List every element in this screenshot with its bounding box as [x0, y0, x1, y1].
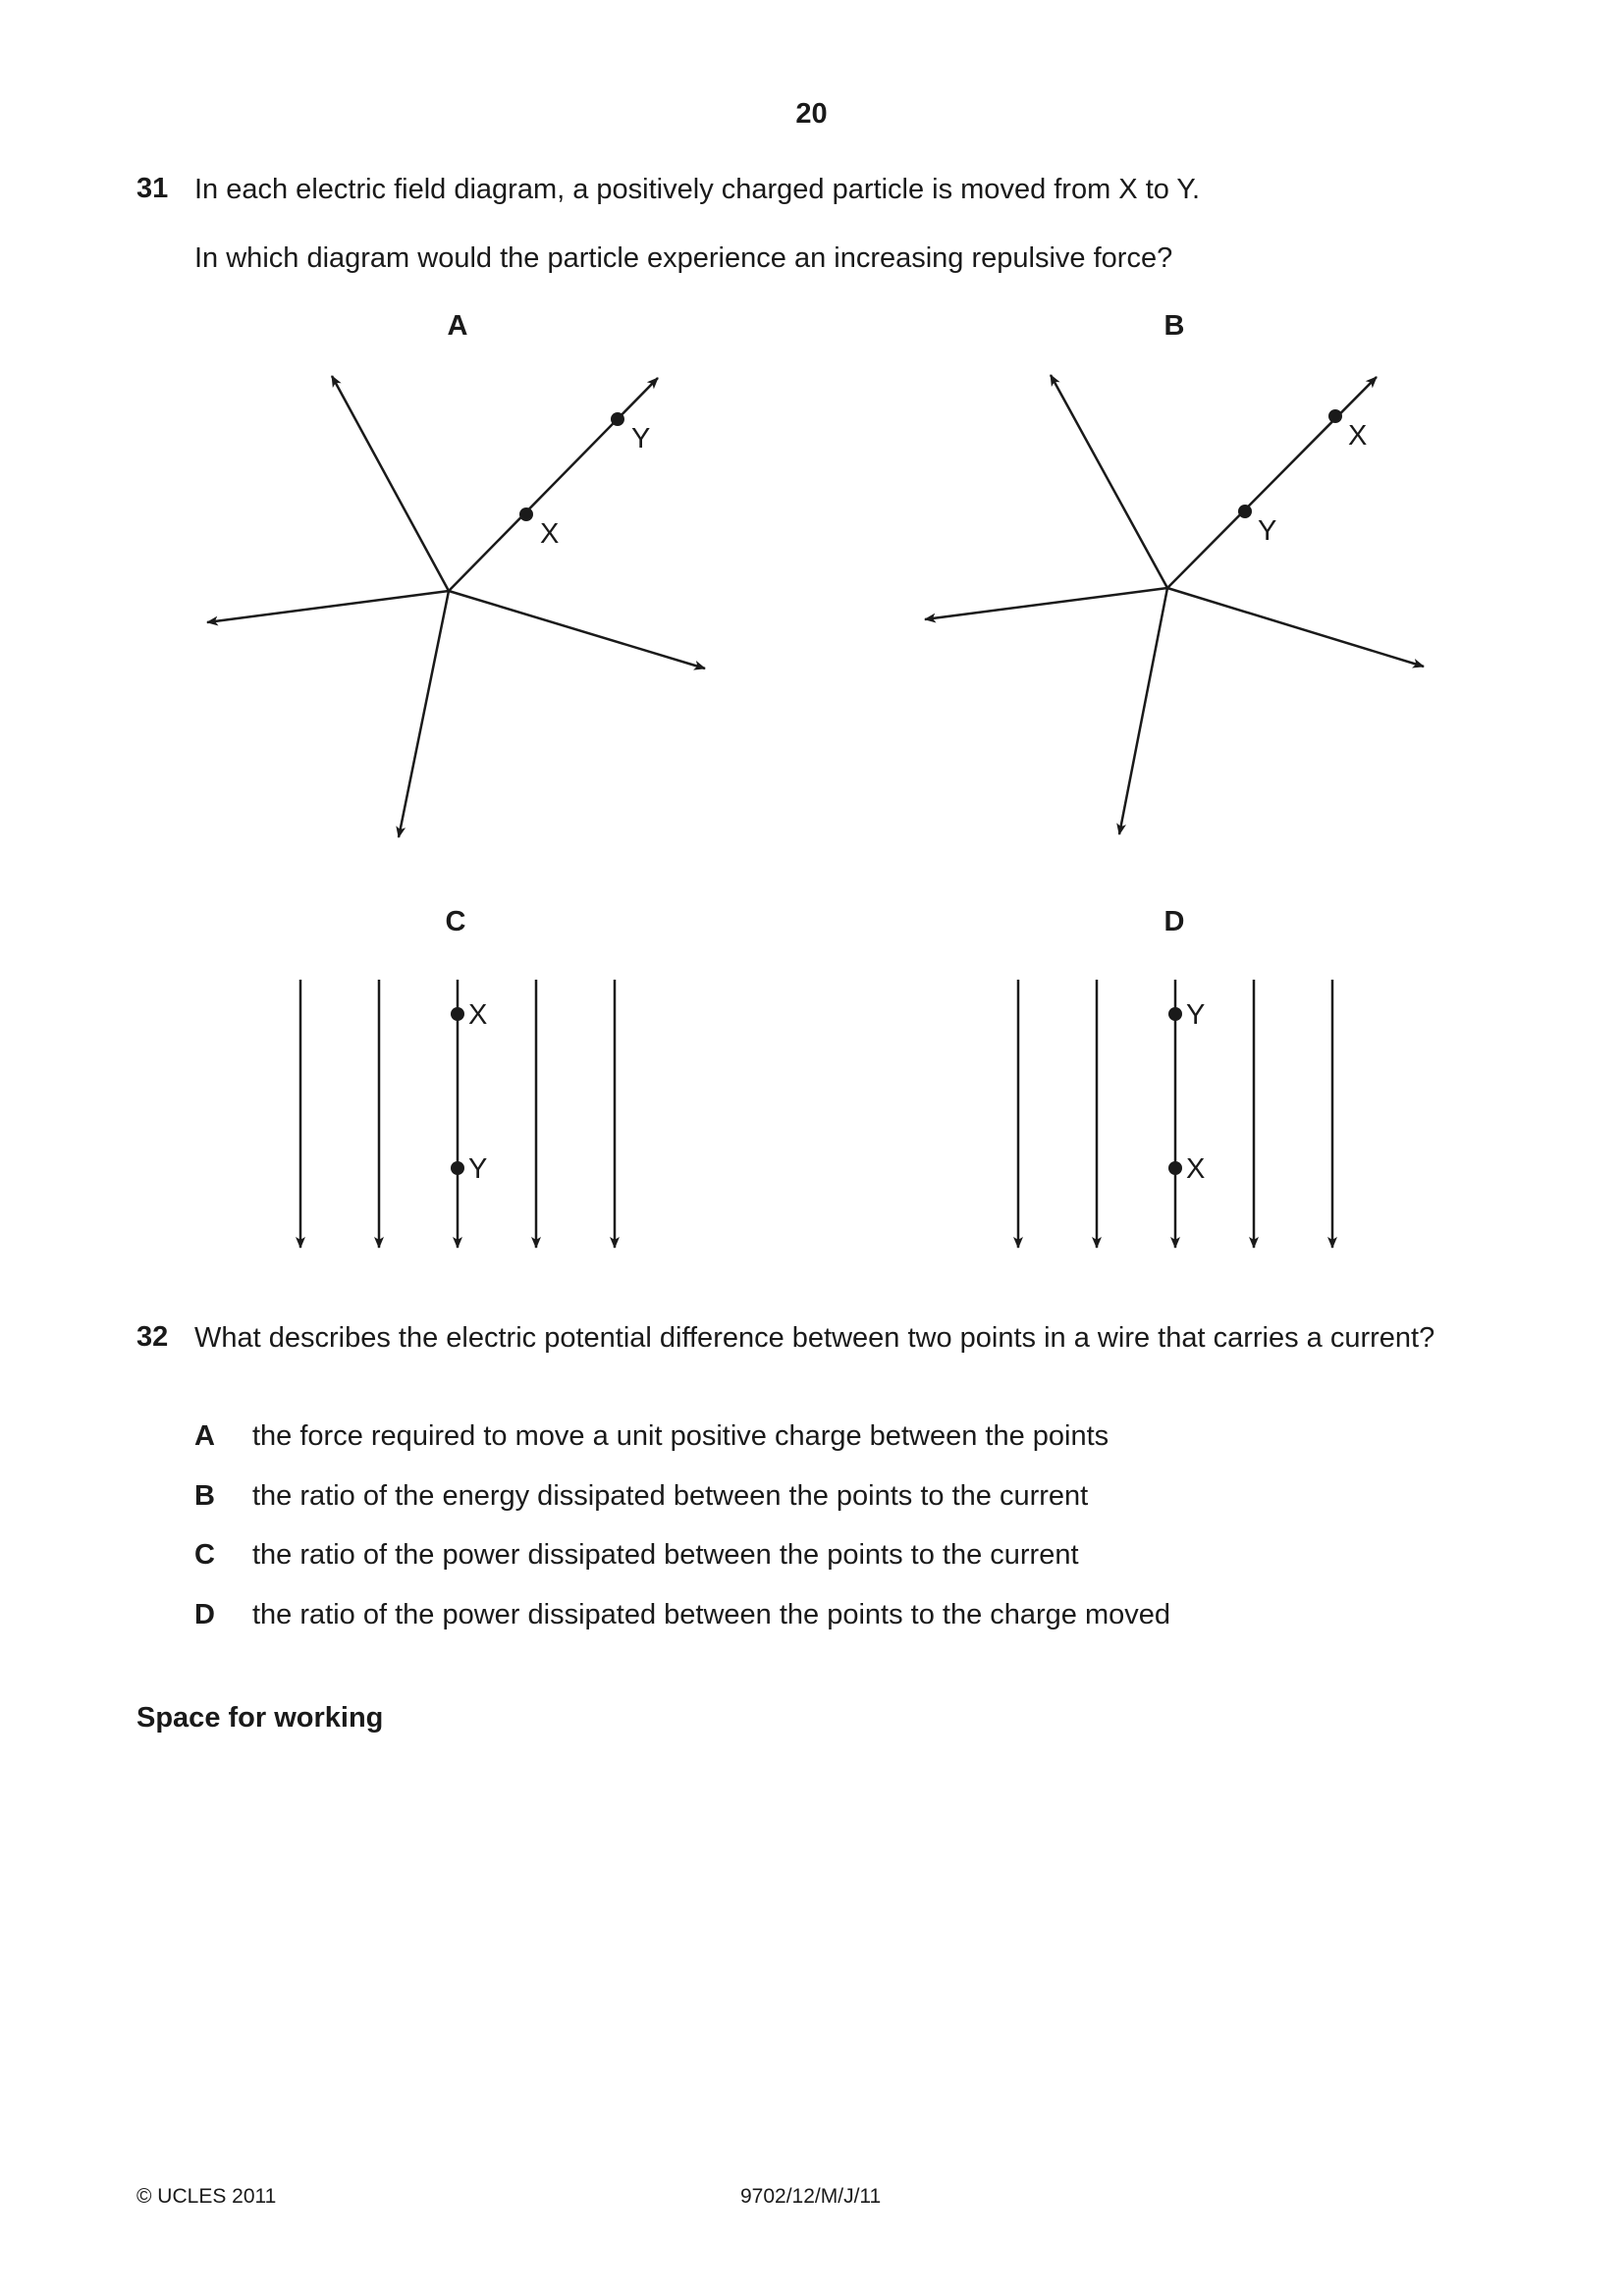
option-c-letter: C: [194, 1539, 215, 1571]
option-b-text: the ratio of the energy dissipated between the points to the current: [252, 1480, 1089, 1512]
diagram-b-field-line: [1051, 375, 1167, 588]
diagram-b-field-line: [1167, 588, 1424, 667]
diagram-a-point-y-label: Y: [631, 423, 651, 454]
diagram-d-label: D: [1163, 906, 1185, 937]
diagram-a-field-line: [332, 376, 449, 591]
option-c-text: the ratio of the power dissipated between the points to the current: [252, 1539, 1079, 1571]
diagram-a-field-line: [207, 591, 449, 622]
diagram-a-point-x: [519, 507, 533, 521]
diagram-b-point-x-label: X: [1348, 420, 1368, 452]
diagram-a-field-line: [449, 378, 658, 591]
diagram-c-point-y-label: Y: [468, 1153, 488, 1185]
diagram-d-point-x-label: X: [1186, 1153, 1206, 1185]
diagram-c-point-x: [451, 1007, 464, 1021]
question-32-number: 32: [136, 1321, 169, 1353]
diagram-b-label: B: [1163, 310, 1185, 342]
footer-paper-code: 9702/12/M/J/11: [740, 2185, 882, 2208]
question-32-stem: What describes the electric potential difference between two points in a wire that carries a current?: [194, 1322, 1435, 1354]
diagram-b-field-line: [1167, 377, 1377, 588]
space-for-working-label: Space for working: [136, 1702, 384, 1734]
diagram-a-field-line: [399, 591, 449, 837]
question-31-number: 31: [136, 173, 169, 204]
diagram-c-point-x-label: X: [468, 999, 488, 1031]
diagram-d-point-y: [1168, 1007, 1182, 1021]
diagram-b-field-line: [925, 588, 1167, 619]
diagram-b-field-line: [1119, 588, 1167, 834]
diagram-b-point-y: [1238, 505, 1252, 518]
option-a-text: the force required to move a unit positive charge between the points: [252, 1420, 1109, 1452]
option-a-letter: A: [194, 1420, 215, 1452]
question-31-prompt: In which diagram would the particle experience an increasing repulsive force?: [194, 242, 1173, 274]
option-d-letter: D: [194, 1599, 215, 1630]
question-31-stem: In each electric field diagram, a positively charged particle is moved from X to Y.: [194, 174, 1201, 205]
page-number: 20: [795, 98, 828, 130]
diagram-d-point-x: [1168, 1161, 1182, 1175]
option-b-letter: B: [194, 1480, 215, 1512]
diagram-b-point-y-label: Y: [1258, 515, 1277, 547]
option-d-text: the ratio of the power dissipated between the points to the charge moved: [252, 1599, 1171, 1630]
diagram-a-point-x-label: X: [540, 518, 560, 550]
diagram-a-label: A: [447, 310, 468, 342]
diagram-a-field-line: [449, 591, 705, 668]
diagram-b-point-x: [1328, 409, 1342, 423]
diagram-a-point-y: [611, 412, 624, 426]
footer-copyright: © UCLES 2011: [136, 2185, 277, 2208]
diagram-c-point-y: [451, 1161, 464, 1175]
diagram-a: [207, 376, 705, 837]
diagram-c-label: C: [445, 906, 466, 937]
diagram-d-point-y-label: Y: [1186, 999, 1206, 1031]
